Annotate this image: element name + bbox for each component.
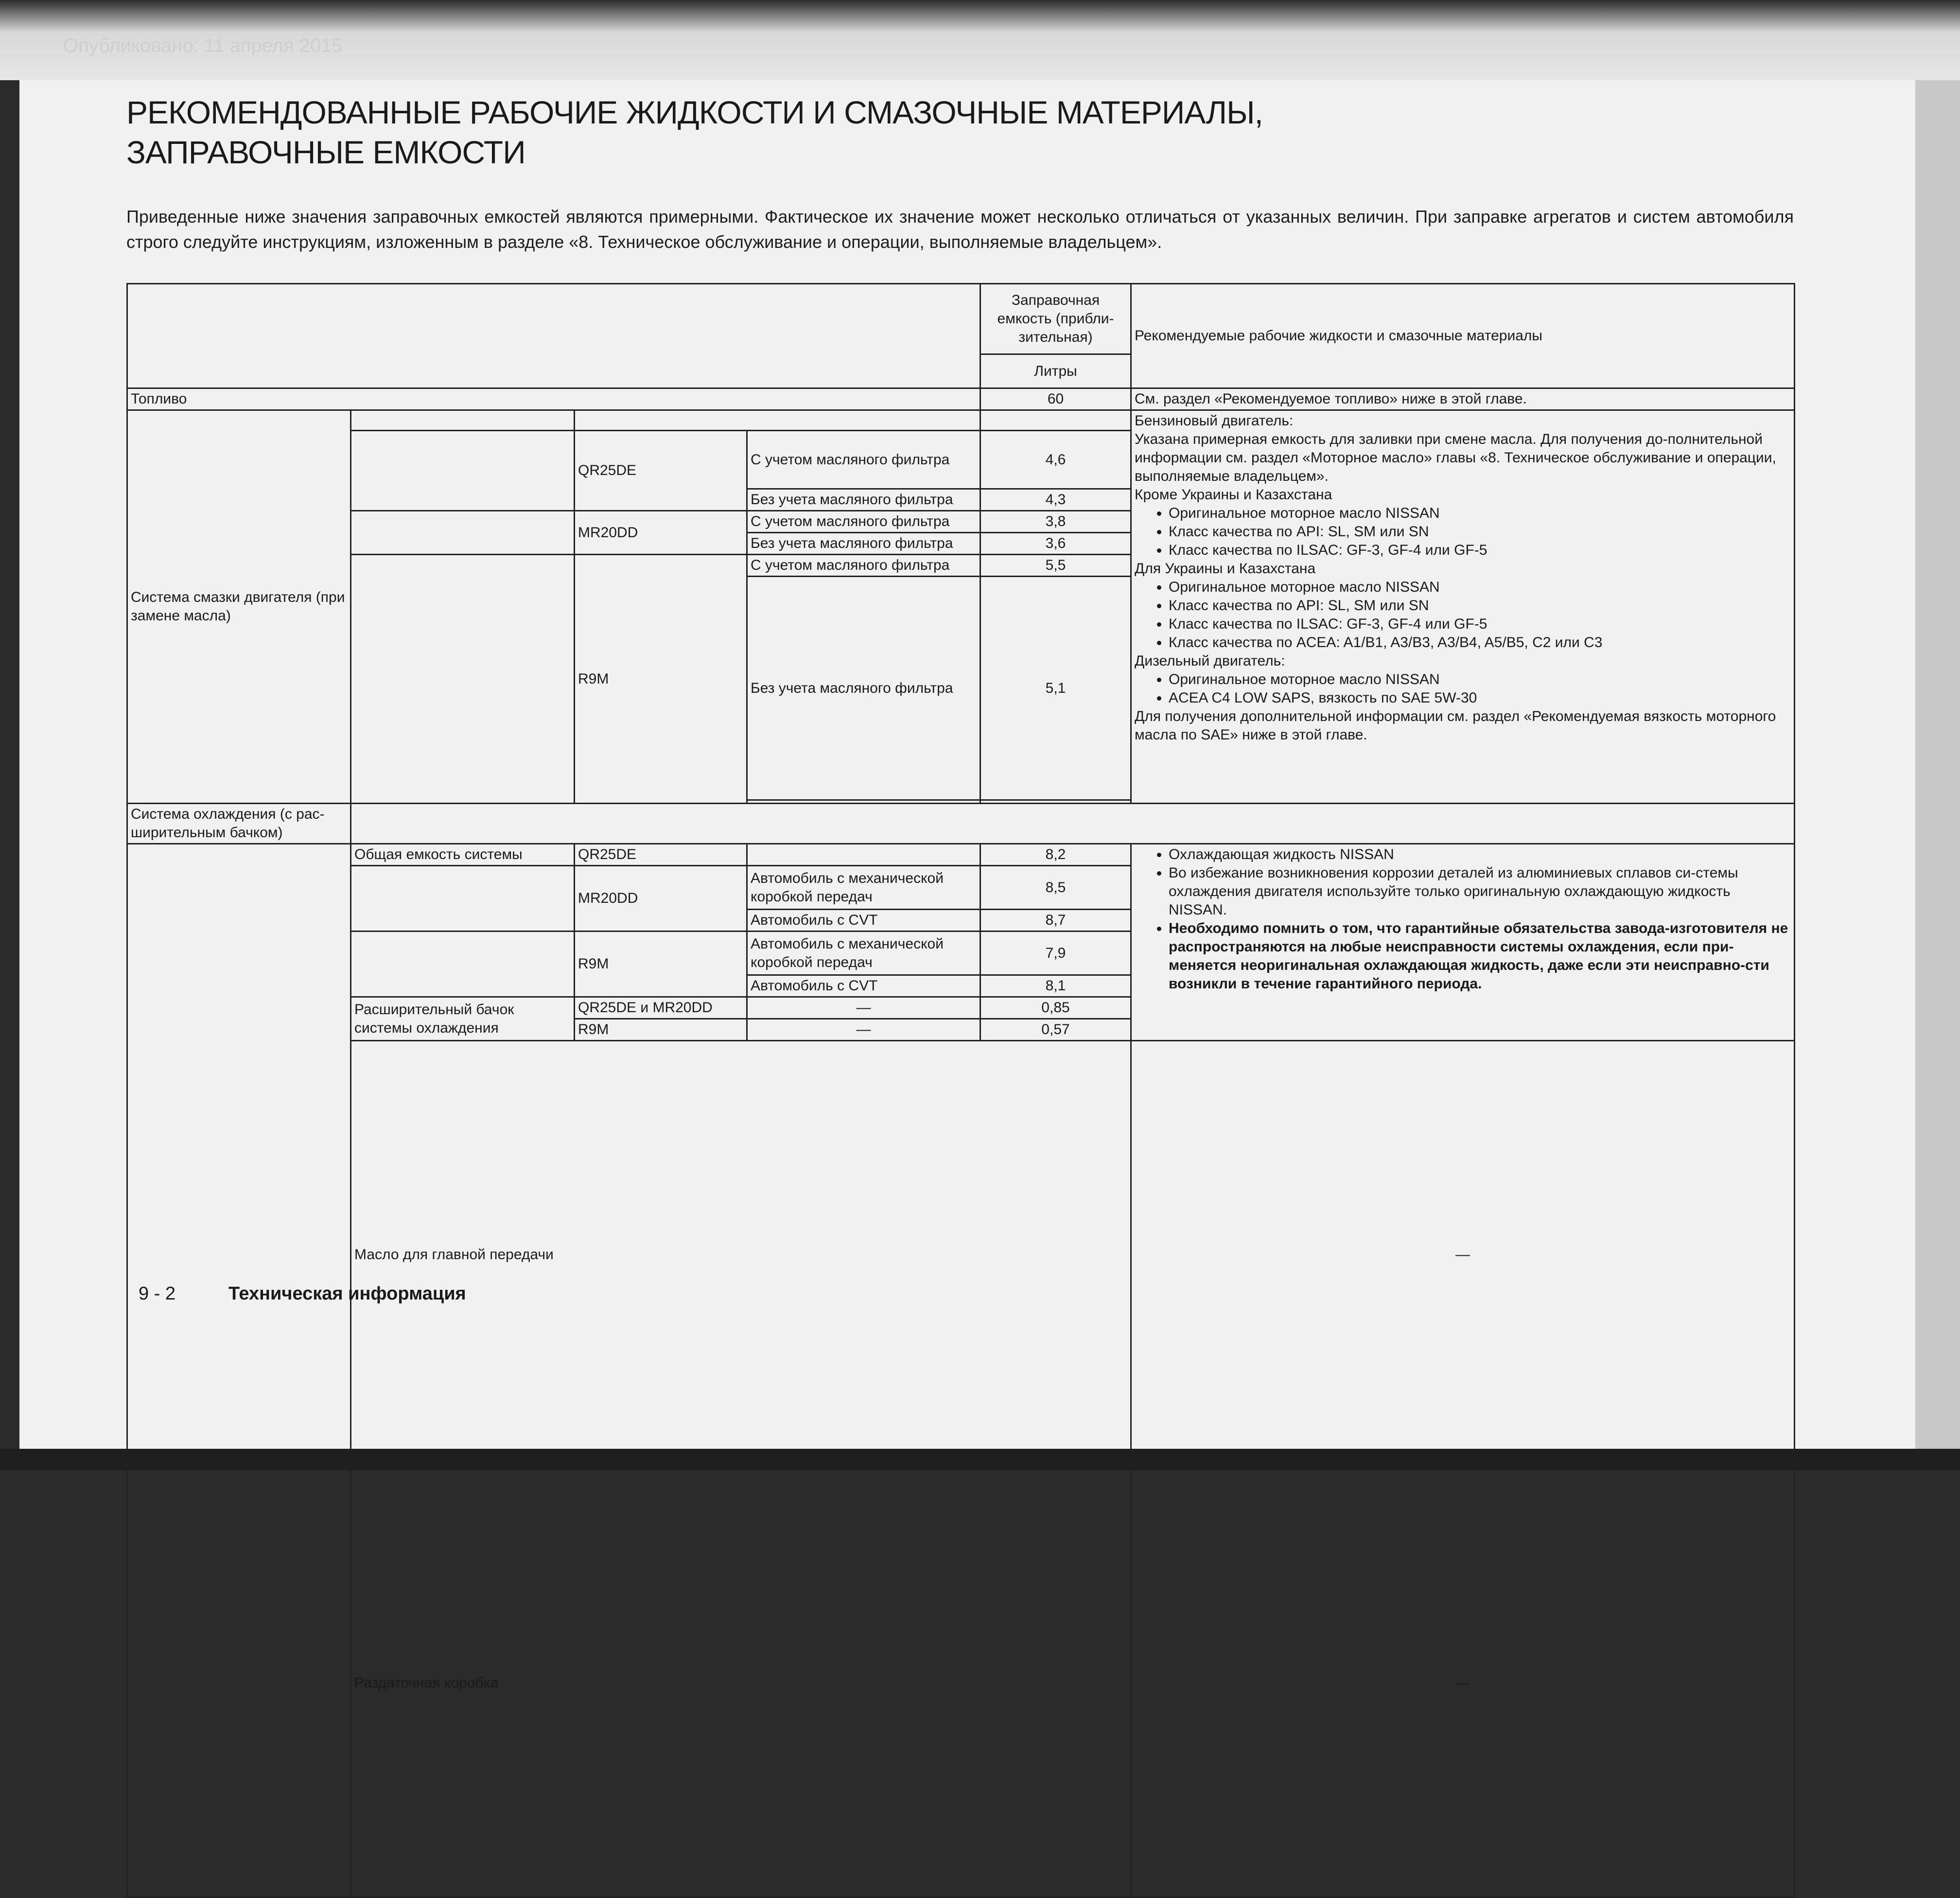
table-row <box>127 388 1795 410</box>
cooling-spec-list <box>1135 845 1791 993</box>
fluids-capacity-table <box>126 283 1795 1898</box>
oil-qr-without-value: 4,3 <box>980 489 1131 511</box>
cooling-tank-engines: QR25DE и MR20DD <box>575 997 747 1019</box>
list-item: • Охлаждающая жидкость NISSAN <box>1169 845 1791 864</box>
engine-mr20dd: MR20DD <box>575 511 747 555</box>
table-row <box>127 844 1795 866</box>
monitor-top-bezel <box>0 0 1960 80</box>
transfer-value: — <box>1131 1469 1795 1898</box>
oil-r9-without-value: 5,1 <box>980 577 1131 800</box>
published-caption: Опубликовано: 11 апреля 2015 <box>63 35 343 56</box>
list-item: • Оригинальное моторное масло NISSAN <box>1169 504 1791 523</box>
list-item: • Класс качества по ILSAC: GF-3, GF-4 или GF-5 <box>1169 615 1791 633</box>
cooling-r9-manual-value: 7,9 <box>980 931 1131 975</box>
cooling-tank-r9-value: 0,57 <box>980 1019 1131 1041</box>
title-line-2: ЗАПРАВОЧНЫЕ ЕМКОСТИ <box>126 134 525 170</box>
oil-mr-with-value: 3,8 <box>980 511 1131 533</box>
oil-spec-ua-kz: Для Украины и Казахстана <box>1135 561 1316 577</box>
cooling-engine-r9m: R9M <box>575 931 747 997</box>
page-number: 9 - 2 <box>139 1283 176 1304</box>
cooling-engine-mr20dd: MR20DD <box>575 866 747 931</box>
cooling-r9-cvt: Автомобиль с CVT <box>747 975 980 997</box>
cooling-mr-cvt: Автомобиль с CVT <box>747 910 980 931</box>
diff-value: — <box>1131 1041 1795 1469</box>
list-item: • Оригинальное моторное масло NISSAN <box>1169 670 1791 689</box>
list-item: • Класс качества по API: SL, SM или SN <box>1169 523 1791 541</box>
cooling-tank-r9m: R9M <box>575 1019 747 1041</box>
list-item: • Во избежание возникновения коррозии деталей из алюминиевых сплавов си-стемы охлаждения двигателя используйте только оригинальную охлаждающую жидкость NISSAN. <box>1169 864 1791 919</box>
cooling-total-label: Общая емкость системы <box>351 844 575 866</box>
header-fluids: Рекомендуемые рабочие жидкости и смазочные материалы <box>1131 284 1795 388</box>
list-item: • Класс качества по ACEA: A1/B1, A3/B3, A3/B4, A5/B5, C2 или C3 <box>1169 633 1791 652</box>
list-item: • Класс качества по ILSAC: GF-3, GF-4 или GF-5 <box>1169 541 1791 560</box>
intro-paragraph: Приведенные ниже значения заправочных емкостей являются примерными. Фактическое их значение может несколько отличаться от указанных величин. При заправке агрегатов и систем автомобиля строго следуйте инструкциям, изложенным в разделе «8. Техническое обслуживание и операции, выполняемые владельцем». <box>126 207 1794 252</box>
cooling-qr-value: 8,2 <box>980 844 1131 866</box>
cooling-r9-manual: Автомобиль с механической коробкой передач <box>747 931 980 975</box>
cooling-r9-cvt-value: 8,1 <box>980 975 1131 997</box>
header-capacity: Заправочная емкость (прибли-зительная) <box>980 284 1131 354</box>
header-blank-cell <box>127 284 980 388</box>
oil-spec-except: Кроме Украины и Казахстана <box>1135 487 1332 503</box>
table-row <box>127 1041 1795 1469</box>
cooling-tank-r9-dash: — <box>747 1019 980 1041</box>
oil-system-label: Система смазки двигателя (при замене масла) <box>127 410 351 804</box>
cooling-tank-label: Расширительный бачок системы охлаждения <box>351 997 575 1041</box>
cooling-spec-cell <box>1131 844 1795 1041</box>
cooling-engine-qr25de: QR25DE <box>575 844 747 866</box>
section-name: Техническая информация <box>228 1283 466 1304</box>
oil-mr-without-filter: Без учета масляного фильтра <box>747 533 980 555</box>
fuel-spec: См. раздел «Рекомендуемое топливо» ниже в этой главе. <box>1131 388 1795 410</box>
oil-r9-with-filter: С учетом масляного фильтра <box>747 555 980 577</box>
list-item: • ACEA C4 LOW SAPS, вязкость по SAE 5W-30 <box>1169 689 1791 707</box>
oil-qr-with-filter: С учетом масляного фильтра <box>747 431 980 489</box>
oil-spec-diesel: Дизельный двигатель: <box>1135 653 1285 669</box>
cooling-tank-dash: — <box>747 997 980 1019</box>
diff-label: Масло для главной передачи <box>351 1041 1131 1469</box>
table-row <box>127 1469 1795 1898</box>
oil-spec-list-2 <box>1135 578 1791 652</box>
oil-spec-list-3 <box>1135 670 1791 707</box>
oil-r9-without-filter: Без учета масляного фильтра <box>747 577 980 800</box>
oil-spec-cell <box>1131 410 1795 804</box>
cooling-mr-manual: Автомобиль с механической коробкой передач <box>747 866 980 910</box>
fuel-value: 60 <box>980 388 1131 410</box>
title-line-1: РЕКОМЕНДОВАННЫЕ РАБОЧИЕ ЖИДКОСТИ И СМАЗОЧНЫЕ МАТЕРИАЛЫ, <box>126 94 1263 130</box>
cooling-tank-qr-value: 0,85 <box>980 997 1131 1019</box>
oil-spec-more: Для получения дополнительной информации см. раздел «Рекомендуемая вязкость моторного масла по SAE» ниже в этой главе. <box>1135 708 1776 743</box>
oil-spec-list-1 <box>1135 504 1791 560</box>
table-header-row <box>127 284 1795 354</box>
engine-r9m: R9M <box>575 555 747 804</box>
cooling-mr-manual-value: 8,5 <box>980 866 1131 910</box>
oil-qr-without-filter: Без учета масляного фильтра <box>747 489 980 511</box>
transfer-label: Раздаточная коробка <box>351 1469 1131 1898</box>
right-bezel <box>1915 80 1960 1449</box>
table-row <box>127 804 1795 844</box>
oil-r9-with-value: 5,5 <box>980 555 1131 577</box>
fuel-label: Топливо <box>127 388 980 410</box>
list-item: • Необходимо помнить о том, что гарантийные обязательства завода-изготовителя не распространяются на любые неисправности системы охлаждения, если при-меняется неоригинальная охлаждающая жидкость, даже если эти неисправно-сти возникли в течение гарантийного периода. <box>1169 919 1791 993</box>
oil-mr-without-value: 3,6 <box>980 533 1131 555</box>
page-title <box>126 92 1293 172</box>
table-row <box>127 410 1795 431</box>
cooling-system-label: Система охлаждения (с рас-ширительным бачком) <box>127 804 351 844</box>
oil-spec-note: Указана примерная емкость для заливки при смене масла. Для получения до-полнительной информации см. раздел «Моторное масло» главы «8. Техническое обслуживание и операции, выполняемые владельцем». <box>1135 431 1776 484</box>
header-unit: Литры <box>980 354 1131 388</box>
oil-qr-with-value: 4,6 <box>980 431 1131 489</box>
oil-mr-with-filter: С учетом масляного фильтра <box>747 511 980 533</box>
list-item: • Класс качества по API: SL, SM или SN <box>1169 597 1791 615</box>
list-item: • Оригинальное моторное масло NISSAN <box>1169 578 1791 597</box>
oil-spec-petrol: Бензиновый двигатель: <box>1135 413 1294 429</box>
cooling-mr-cvt-value: 8,7 <box>980 910 1131 931</box>
engine-qr25de: QR25DE <box>575 431 747 511</box>
bottom-bezel <box>0 1449 1960 1470</box>
